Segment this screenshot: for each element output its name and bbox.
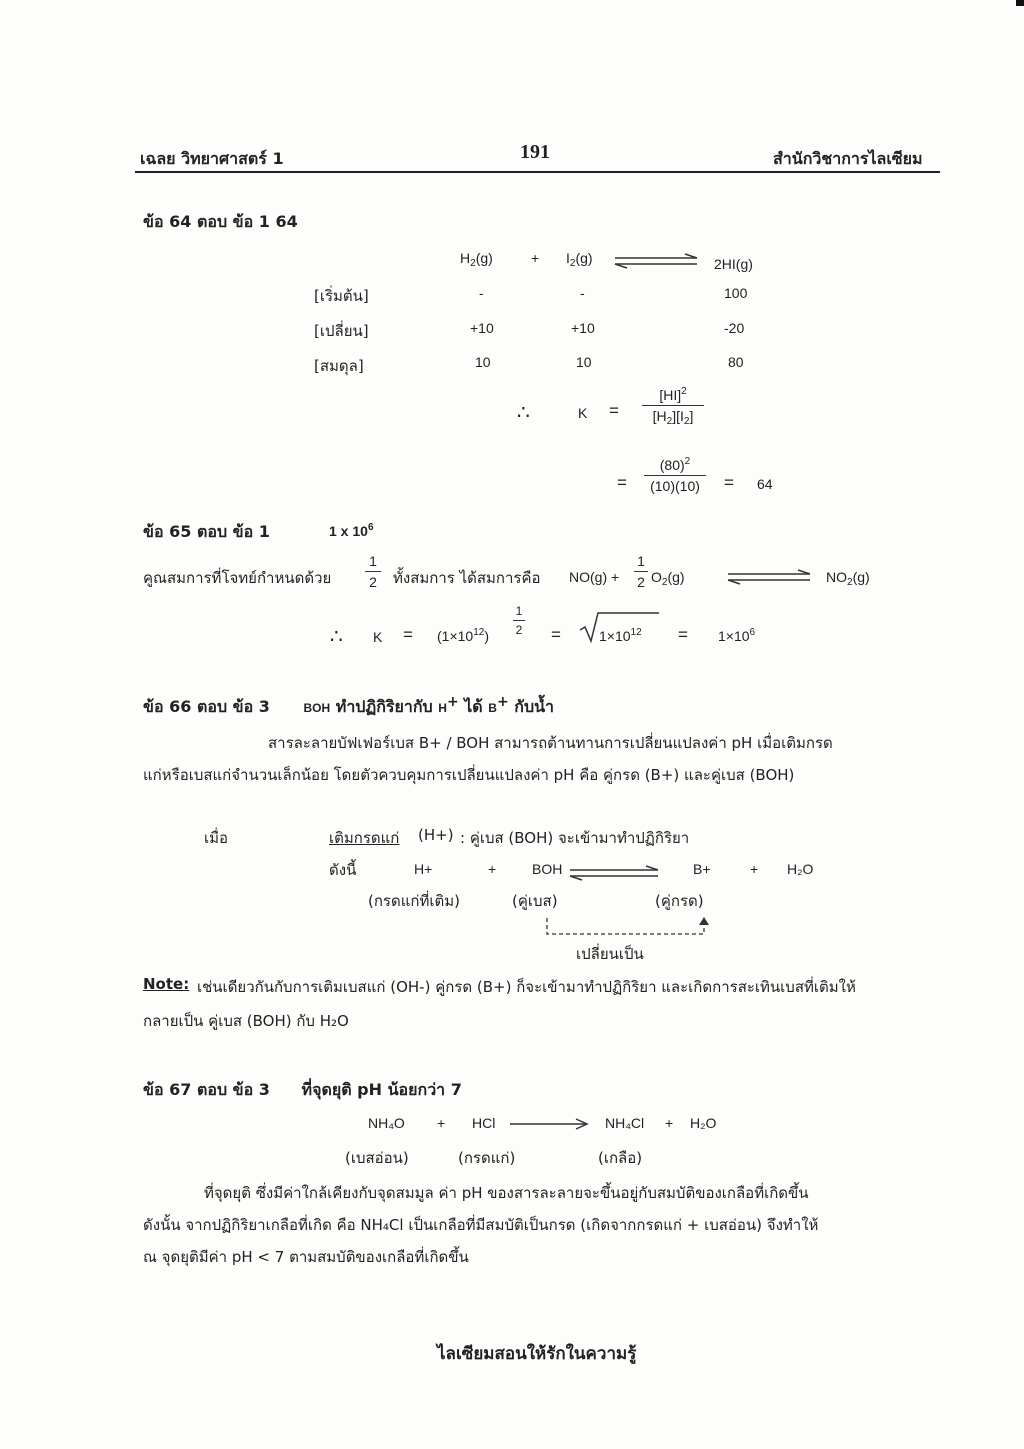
equilibrium-arrow-icon [570, 866, 660, 880]
q65-half-exponent: 1 2 [513, 604, 525, 637]
equals-sign: = [609, 401, 619, 420]
table-cell: 10 [576, 354, 592, 370]
q65-answer: 1 x $10^6$ [329, 522, 374, 539]
q64-k-fraction [642, 386, 704, 427]
q64-value-fraction [644, 456, 706, 494]
q66-when: เมื่อ [204, 829, 229, 847]
q66-product-h2o: H₂O [787, 861, 814, 877]
q64-value-numerator: $(80)^2$ [659, 456, 691, 473]
q67-para-line2: ดังนั้น จากปฏิกิริยาเกลือที่เกิด คือ NH₄Cl เป็นเกลือที่มีสมบัติเป็นกรด (เกิดจากกรดแก่ + เบสอ่อน) จึงทำให้ [143, 1216, 819, 1234]
q66-label-added-acid: (กรดแก่ที่เติม) [368, 892, 460, 910]
page-number: 191 [520, 141, 550, 163]
table-cell: - [580, 285, 585, 301]
equals-sign: = [617, 473, 627, 492]
q66-note-line1: เช่นเดียวกันกับการเติมเบสแก่ (OH-) คู่กรด (B+) ก็จะเข้ามาทำปฏิกิริยา และเกิดการสะเทินเบสที่เติมให้ [197, 978, 856, 996]
q66-reactant-h: H+ [414, 861, 433, 877]
q66-conj-text: : คู่เบส (BOH) จะเข้ามาทำปฏิกิริยา [460, 829, 690, 847]
q66-plus: + [750, 861, 759, 877]
q64-value-denominator: (10)(10) [650, 478, 700, 494]
q66-plus: + [488, 861, 497, 877]
q65-half-fraction: 1 2 [365, 553, 381, 590]
q66-para-line1: สารละลายบัฟเฟอร์เบส B+ / BOH สามารถต้านทานการเปลี่ยนแปลงค่า pH เมื่อเติมกรด [268, 734, 833, 752]
equals-sign: = [724, 473, 734, 492]
equals-sign: = [678, 625, 688, 644]
table-cell: 80 [728, 354, 744, 370]
q66-reactant-boh: BOH [532, 861, 563, 877]
table-cell: 10 [475, 354, 491, 370]
q64-k: K [578, 405, 588, 421]
q64-heading: ข้อ 64 ตอบ ข้อ 1 64 [143, 212, 298, 231]
header-right: สำนักวิชาการไลเซียม [773, 149, 923, 168]
q67-hcl: HCl [472, 1115, 496, 1131]
q66-note-label: Note: [143, 975, 190, 993]
scan-corner-mark [1016, 0, 1024, 6]
q67-h2o: H₂O [690, 1115, 717, 1131]
table-cell: -20 [724, 320, 745, 336]
table-cell: 100 [724, 285, 748, 301]
q66-para-line2: แก่หรือเบสแก่จำนวนเล็กน้อย โดยตัวควบคุมการเปลี่ยนแปลงค่า pH คือ คู่กรด (B+) และคู่เบส (BOH) [143, 766, 795, 784]
header-left: เฉลย วิทยาศาสตร์ 1 [140, 149, 284, 168]
q66-label-conj-base: (คู่เบส) [512, 892, 558, 910]
equilibrium-arrow-icon [728, 570, 812, 584]
dashed-change-arrow-icon [546, 916, 710, 938]
table-cell: - [479, 285, 484, 301]
table-cell: +10 [470, 320, 494, 336]
q65-heading: ข้อ 65 ตอบ ข้อ 1 [143, 522, 270, 541]
q64-k-denominator: $[H_2][I_2]$ [652, 408, 694, 427]
q67-plus: + [665, 1115, 674, 1131]
q67-heading: ข้อ 67 ตอบ ข้อ 3 ที่จุดยุติ pH น้อยกว่า 7 [143, 1080, 462, 1099]
q65-sqrt-arg: $1\times 10^{12}$ [599, 627, 642, 644]
q67-nh4cl: NH₄Cl [605, 1115, 645, 1131]
q66-changes-to: เปลี่ยนเป็น [576, 945, 644, 963]
q66-note-line2: กลายเป็น คู่เบส (BOH) กับ H₂O [143, 1012, 349, 1030]
q64-2hi: 2HI(g) [714, 256, 753, 272]
q65-result: $1\times 10^6$ [718, 627, 756, 644]
equals-sign: = [551, 625, 561, 644]
q64-result: 64 [757, 476, 773, 492]
therefore-symbol: ∴ [517, 402, 530, 424]
q67-label-strong-acid: (กรดแก่) [458, 1149, 516, 1167]
q66-hplus: (H+) [418, 826, 454, 844]
equals-sign: = [403, 625, 413, 644]
header-rule [135, 171, 940, 173]
therefore-symbol: ∴ [330, 626, 343, 648]
q64-plus: + [531, 250, 540, 266]
q64-row-label-change: [เปลี่ยน] [314, 322, 369, 340]
q66-as-follows: ดังนี้ [329, 861, 357, 879]
q64-h2: $H_2(g)$ [460, 250, 493, 269]
q66-product-b: B+ [693, 861, 711, 877]
q67-nh4o: NH₄O [368, 1115, 405, 1131]
equilibrium-arrow-icon [615, 254, 699, 268]
q65-k: K [373, 629, 383, 645]
q64-k-numerator: [HI]$^2$ [659, 386, 687, 403]
q67-para-line1: ที่จุดยุติ ซึ่งมีค่าใกล้เคียงกับจุดสมมูล ค่า pH ของสารละลายจะขึ้นอยู่กับสมบัติของเกลือที่เกิดขึ้น [204, 1184, 809, 1202]
q65-no2: $NO_2(g)$ [826, 569, 870, 588]
q65-no: NO(g) + [569, 569, 620, 585]
q67-para-line3: ณ จุดยุติมีค่า pH < 7 ตามสมบัติของเกลือที่เกิดขึ้น [143, 1248, 469, 1266]
q64-row-label-equilibrium: [สมดุล] [314, 357, 364, 375]
q65-o2: $O_2(g)$ [651, 569, 685, 588]
q67-label-salt: (เกลือ) [598, 1149, 643, 1167]
q65-text-multiply: คูณสมการที่โจทย์กำหนดด้วย [143, 569, 332, 587]
q66-add-strong-acid: เติมกรดแก่ [329, 829, 400, 847]
q65-expr-power: $(1\times 10^{12})$ [437, 627, 489, 644]
q66-heading: ข้อ 66 ตอบ ข้อ 3 BOH ทำปฏิกิริยากับ H+ ได้ B+ กับน้ำ [143, 694, 555, 716]
q65-text-whole-eq: ทั้งสมการ ได้สมการคือ [393, 569, 541, 587]
q67-label-weak-base: (เบสอ่อน) [345, 1149, 409, 1167]
q65-o2-coefficient: 1 2 [634, 553, 648, 590]
q66-label-conj-acid: (คู่กรด) [655, 892, 704, 910]
q67-plus: + [437, 1115, 446, 1131]
q64-row-label-initial: [เริ่มต้น] [314, 287, 369, 305]
footer-motto: ไลเซียมสอนให้รักในความรู้ [437, 1344, 637, 1364]
q64-i2: $I_2(g)$ [566, 250, 593, 269]
reaction-arrow-icon [510, 1118, 590, 1130]
table-cell: +10 [571, 320, 595, 336]
